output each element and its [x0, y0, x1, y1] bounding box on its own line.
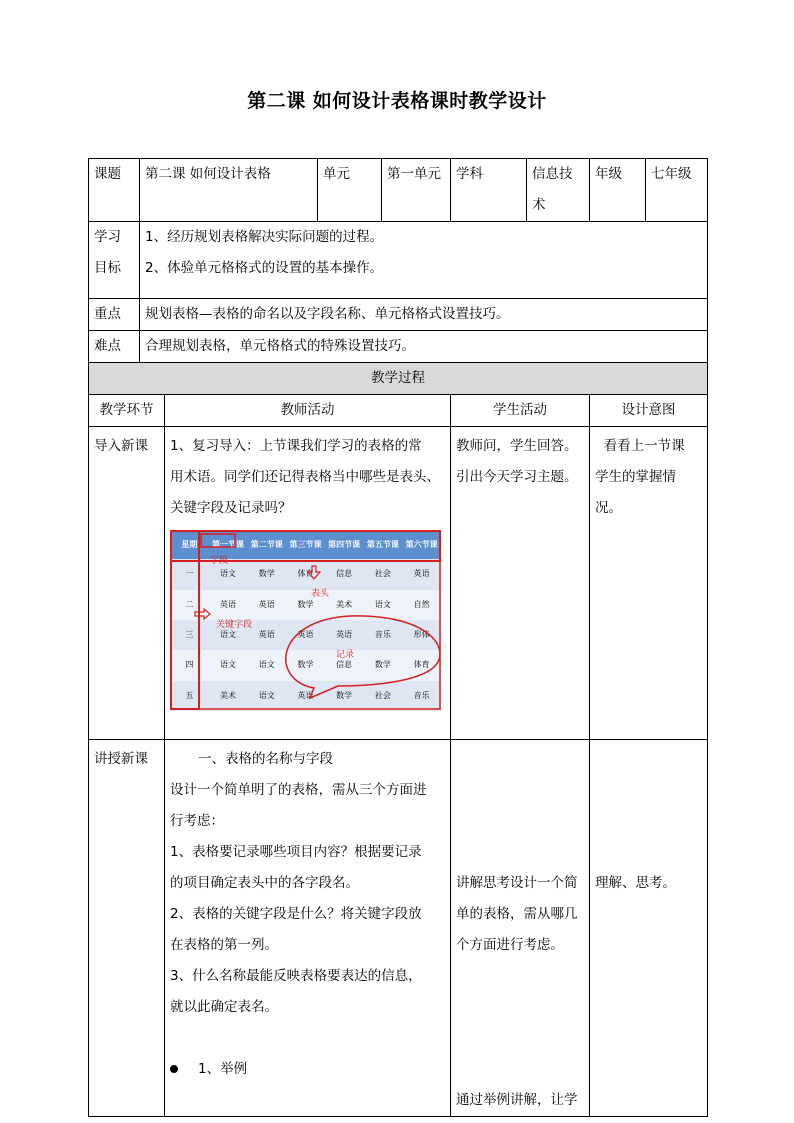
- col-stage: 教学环节: [89, 395, 165, 427]
- annotation-header: 表头: [311, 589, 330, 599]
- goals-label: 学习 目标: [89, 222, 140, 299]
- goal-item: 1、经历规划表格解决实际问题的过程。: [145, 229, 384, 245]
- process-columns-row: [89, 395, 708, 427]
- grade-label: 年级: [590, 159, 646, 222]
- difficulty-row: [89, 331, 708, 363]
- bullet-item: 1、举例: [170, 1054, 445, 1085]
- goals-content: [140, 222, 708, 299]
- intro-stage: 导入新课: [89, 427, 165, 740]
- timetable-row: 五 美术 语文 英语 数学 社会 音乐: [170, 681, 441, 711]
- goals-row: [89, 222, 708, 299]
- topic-label: 课题: [89, 159, 140, 222]
- goal-item: 2、体验单元格格式的设置的基本操作。: [145, 260, 384, 276]
- key-text: 规划表格—表格的命名以及字段名称、单元格格式设置技巧。: [140, 299, 708, 331]
- process-header-row: [89, 363, 708, 395]
- intro-teacher: 1、复习导入：上节课我们学习的表格的常 用术语。同学们还记得表格当中哪些是表头、 关键字段及记录吗？ 星期 第一节课 第二节课 第三节课 第四节课 第五节课 第六节课 一 语文 数学 体育 信息 社会 英语 二 英语 英语 数学 美术 语文 自然 三 语文 英语 英语 英语 音乐 形体 四 语文 语文 数学 信息 数学 体育 五 美术 语文 英语 数学 社会 音乐 字段 表头 关键字段 记录: [165, 427, 451, 740]
- annotation-field: 字段: [210, 556, 229, 566]
- timetable-header-row: 星期 第一节课 第二节课 第三节课 第四节课 第五节课 第六节课: [170, 530, 441, 559]
- difficulty-label: 难点: [89, 331, 140, 363]
- grade-value: 七年级: [646, 159, 708, 222]
- timetable-row: 一 语文 数学 体育 信息 社会 英语: [170, 559, 441, 589]
- col-teacher: 教师活动: [165, 395, 451, 427]
- unit-label: 单元: [318, 159, 382, 222]
- intro-student: 教师问，学生回答。 引出今天学习主题。: [451, 427, 590, 740]
- lesson-plan-table: [88, 158, 708, 1117]
- lecture-teacher: 一、表格的名称与字段 设计一个简单明了的表格，需从三个方面进 行考虑： 1、表格要记录哪些项目内容？根据要记录 的项目确定表头中的各字段名。 2、表格的关键字段是什么？将关键字段放 在表格的第一列。 3、什么名称最能反映表格要表达的信息， 就以此确定表名。 1、举例: [165, 740, 451, 1117]
- timetable-row: 二 英语 英语 数学 美术 语文 自然: [170, 590, 441, 620]
- timetable-row: 三 语文 英语 英语 英语 音乐 形体: [170, 620, 441, 650]
- lecture-stage: 讲授新课: [89, 740, 165, 1117]
- lecture-student: 讲解思考设计一个简 单的表格，需从哪几 个方面进行考虑。 通过举例讲解，让学: [451, 740, 590, 1117]
- timetable-figure: [170, 530, 441, 711]
- topic-value: 第二课 如何设计表格: [140, 159, 318, 222]
- intro-intent: 看看上一节课 学生的掌握情况。: [590, 427, 708, 740]
- subject-value: 信息技术: [527, 159, 590, 222]
- annotation-record: 记录: [336, 650, 355, 660]
- key-label: 重点: [89, 299, 140, 331]
- lecture-intent: 理解、思考。: [590, 740, 708, 1117]
- col-intent: 设计意图: [590, 395, 708, 427]
- col-student: 学生活动: [451, 395, 590, 427]
- subject-label: 学科: [451, 159, 527, 222]
- bullet-icon: [170, 1065, 178, 1073]
- page-title: 第二课 如何设计表格课时教学设计: [247, 90, 547, 112]
- key-row: [89, 299, 708, 331]
- difficulty-text: 合理规划表格，单元格格式的特殊设置技巧。: [140, 331, 708, 363]
- unit-value: 第一单元: [382, 159, 451, 222]
- intro-row: [89, 427, 708, 740]
- process-header: 教学过程: [89, 363, 708, 395]
- lecture-row: [89, 740, 708, 1117]
- annotation-key-field: 关键字段: [216, 620, 253, 630]
- timetable-row: 四 语文 语文 数学 信息 数学 体育: [170, 650, 441, 680]
- info-row: [89, 159, 708, 222]
